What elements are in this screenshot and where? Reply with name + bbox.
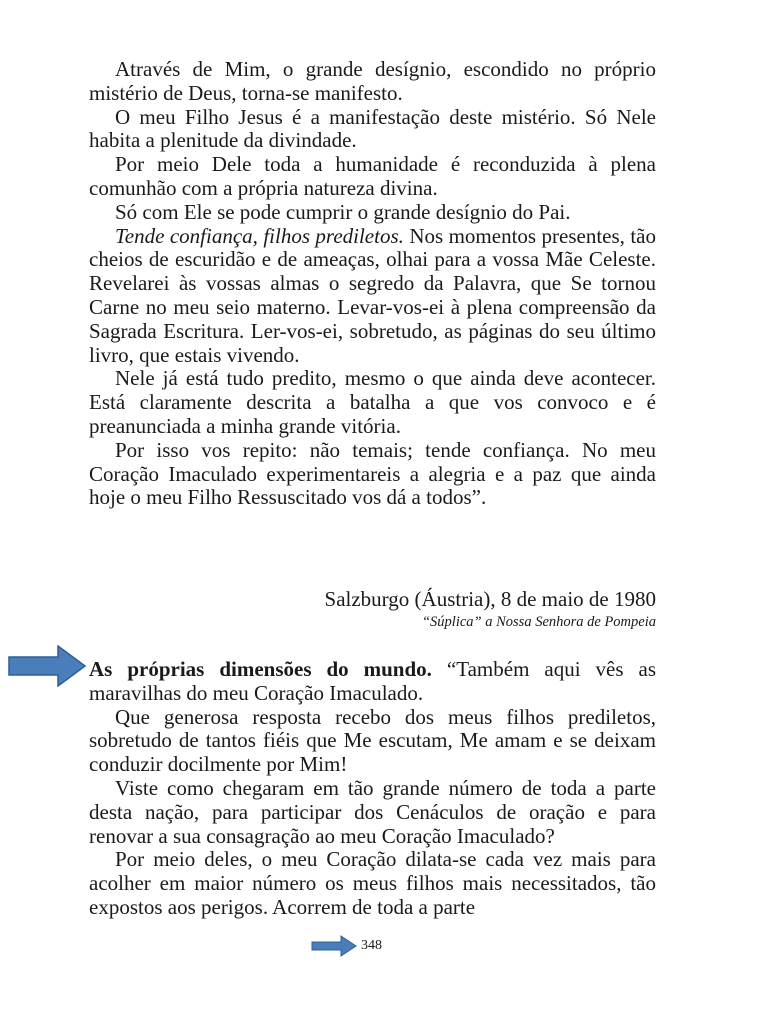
paragraph: Por meio deles, o meu Coração dilata-se cada vez mais para acolher em maior número os meus filhos mais necessitados, tão expostos aos perigos. Acorrem de toda a parte xyxy=(89,847,656,919)
paragraph: Que generosa resposta recebo dos meus filhos prediletos, sobretudo de tantos fiéis que Me escutam, Me amam e se deixam conduzir docilmente por Mim! xyxy=(89,704,656,777)
italic-phrase: Tende confiança, filhos prediletos. xyxy=(115,223,404,248)
text-block-upper xyxy=(89,58,656,510)
entry-subtitle: “Súplica” a Nossa Senhora de Pompeia xyxy=(421,614,656,630)
paragraph-text: “Também aqui vês as maravilhas do meu Coração Imaculado. xyxy=(89,657,656,705)
arrow-shape xyxy=(9,646,85,686)
paragraph-text: Nos momentos presentes, tão cheios de escuridão e de ameaças, olhai para a vossa Mãe Celeste. Revelarei às vossas almas o segredo da Palavra, que Se tornou Carne no meu seio materno. Levar-vos-ei à plena compreensão da Sagrada Escritura. Ler-vos-ei, sobretudo, as páginas do seu último livro, que estais vivendo. xyxy=(89,223,656,367)
paragraph xyxy=(89,658,656,706)
text-block-lower xyxy=(89,658,656,920)
paragraph: Através de Mim, o grande desígnio, escondido no próprio mistério de Deus, torna-se manifesto. xyxy=(89,57,656,105)
paragraph xyxy=(89,225,656,368)
paragraph: Nele já está tudo predito, mesmo o que ainda deve acontecer. Está claramente descrita a batalha a que vos convoco e é preanunciada a minha grande vitória. xyxy=(89,366,656,438)
page-number-arrow-icon xyxy=(311,935,357,957)
page-number: 348 xyxy=(361,938,382,953)
paragraph: Por meio Dele toda a humanidade é reconduzida à plena comunhão com a própria natureza divina. xyxy=(89,152,656,200)
paragraph: O meu Filho Jesus é a manifestação deste mistério. Só Nele habita a plenitude da divindade. xyxy=(89,104,656,153)
paragraph: Por isso vos repito: não temais; tende confiança. No meu Coração Imaculado experimentareis a alegria e a paz que ainda hoje o meu Filho Ressuscitado vos dá a todos”. xyxy=(89,437,656,510)
arrow-shape xyxy=(312,936,356,956)
section-heading: As próprias dimensões do mundo. xyxy=(89,657,432,681)
paragraph: Viste como chegaram em tão grande número de toda a parte desta nação, para participar dos Cenáculos de oração e para renovar a sua consagração ao meu Coração Imaculado? xyxy=(89,775,656,848)
entry-date-header: Salzburgo (Áustria), 8 de maio de 1980 xyxy=(324,587,656,611)
paragraph: Só com Ele se pode cumprir o grande desígnio do Pai. xyxy=(115,199,571,224)
pointer-arrow-icon xyxy=(8,645,86,687)
